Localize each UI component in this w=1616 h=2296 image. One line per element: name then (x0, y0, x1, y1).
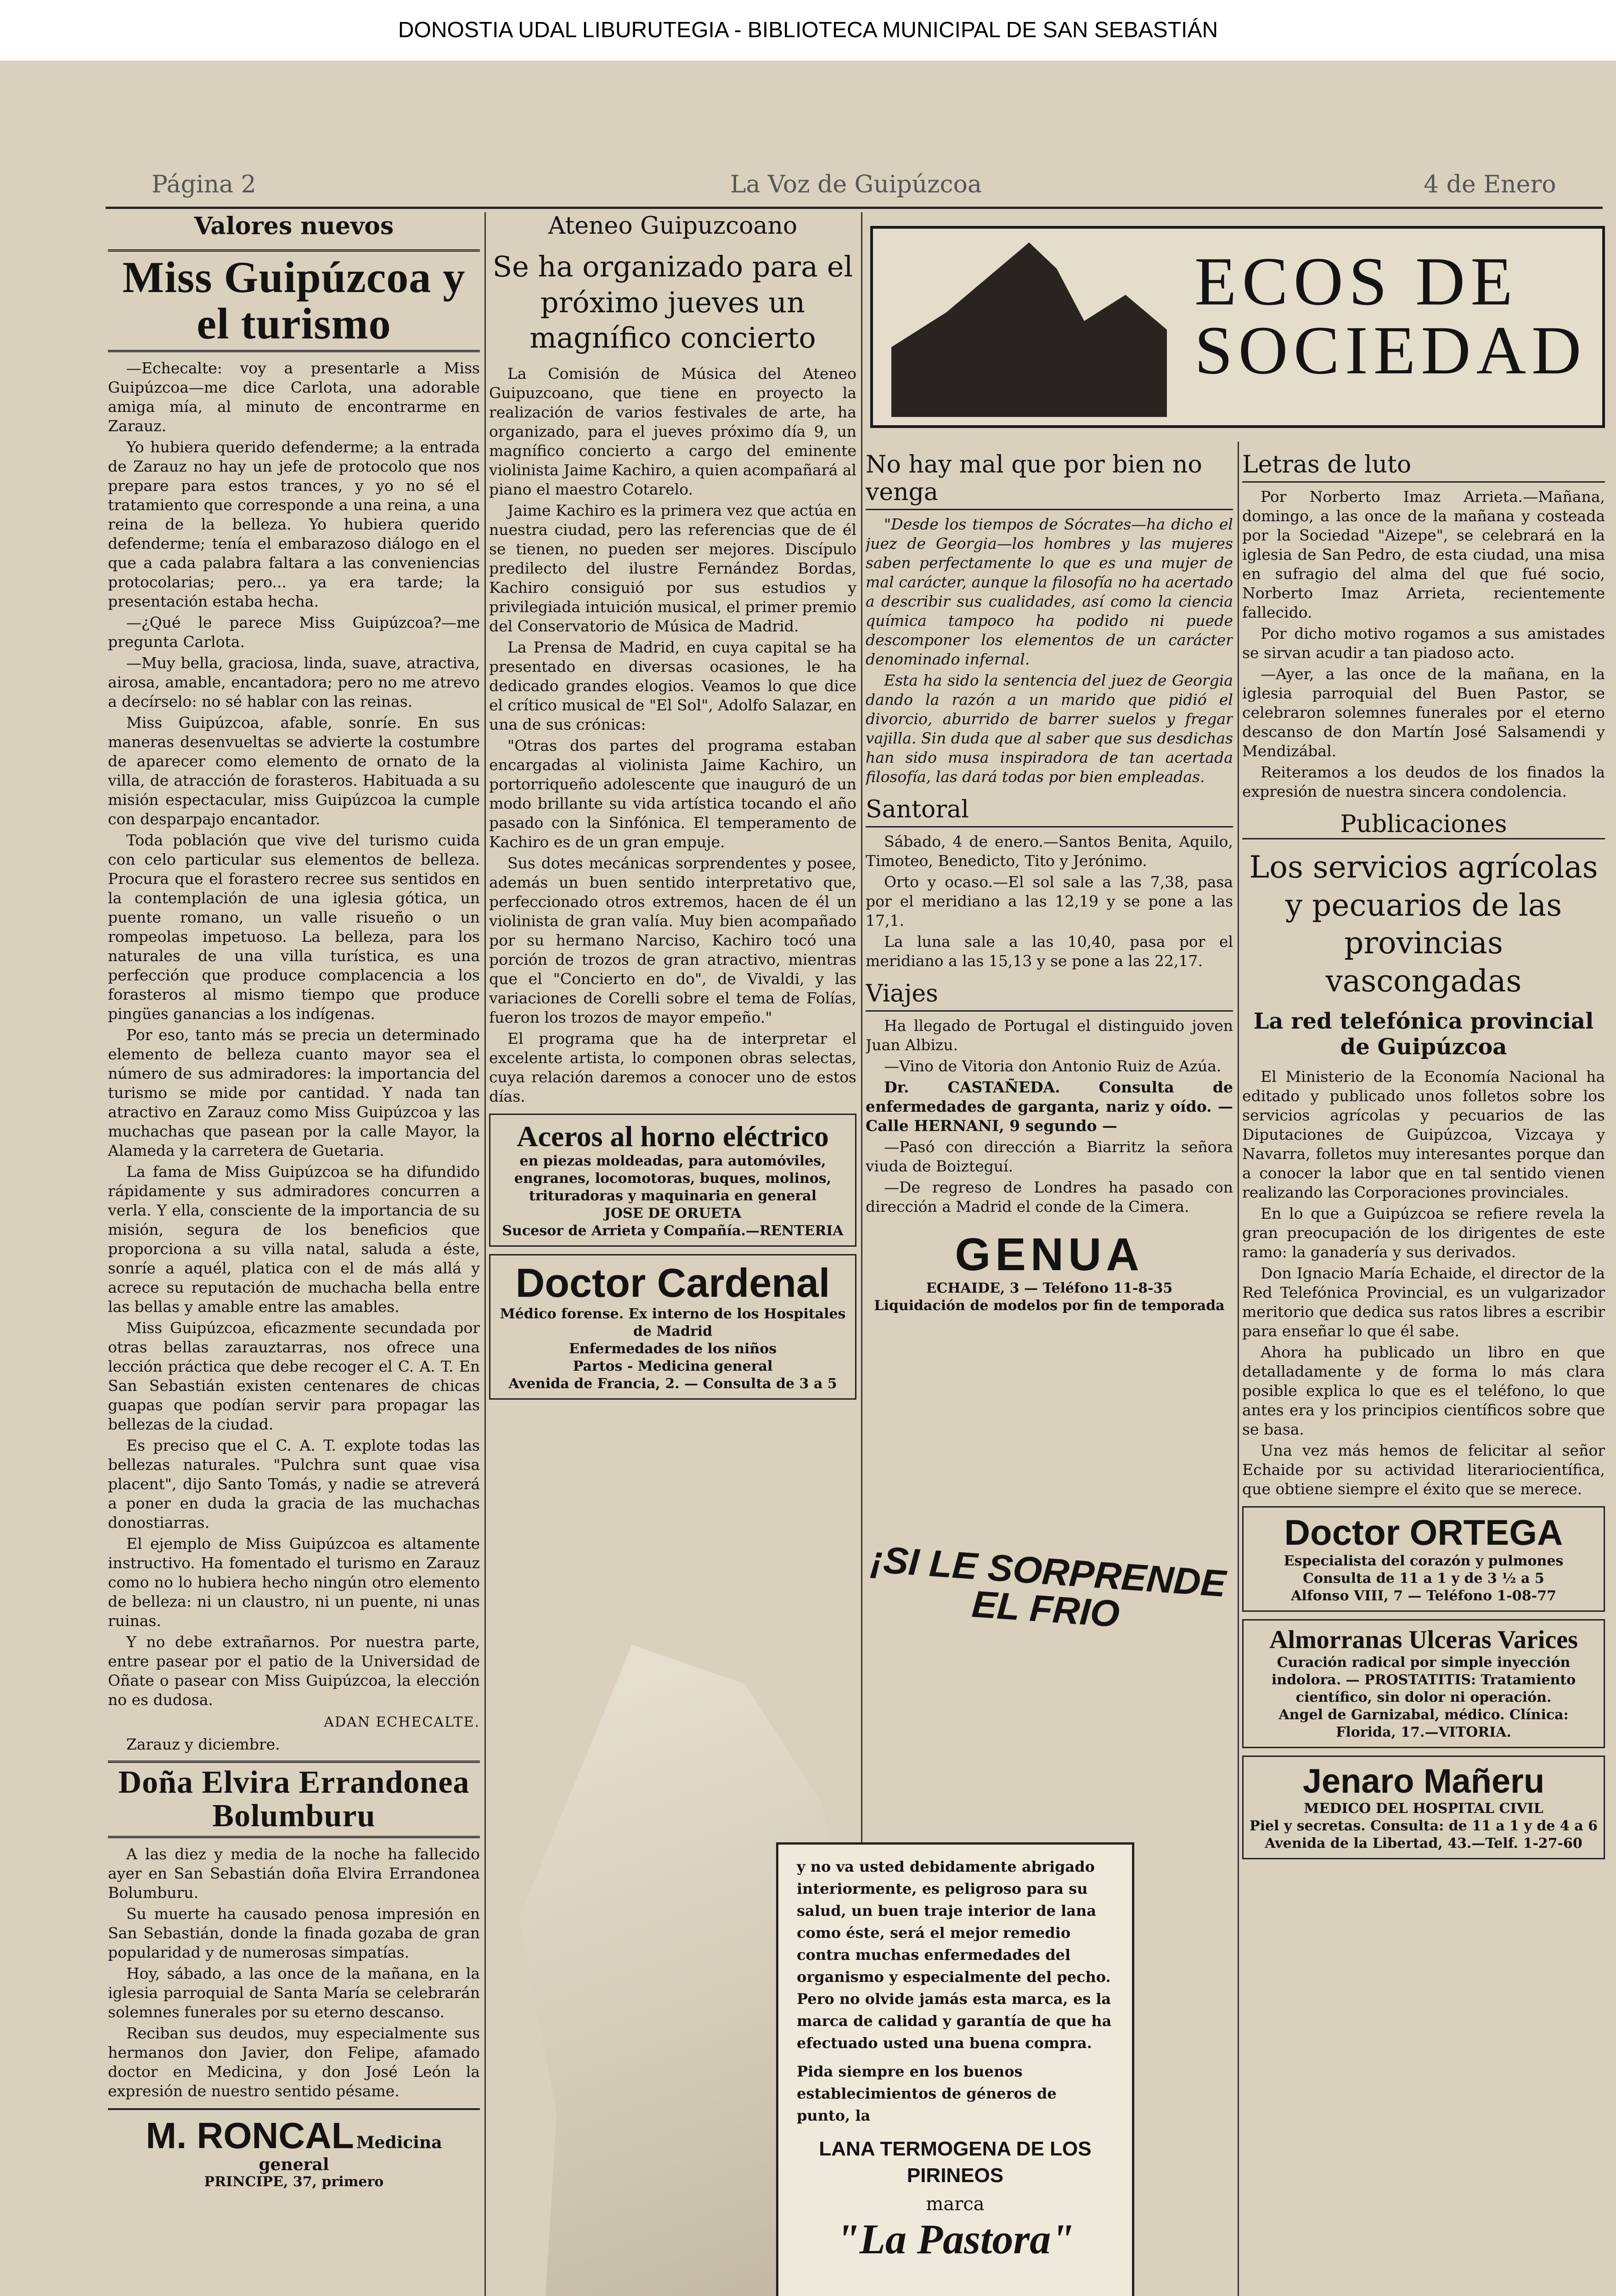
ad-line: Enfermedades de los niños (569, 1340, 777, 1357)
banner-title (1194, 243, 1587, 388)
article-headline: Miss Guipúzcoa y el turismo (122, 253, 466, 348)
paragraph: La Comisión de Música del Ateneo Guipuzcoano, que tiene en proyecto la realización de varios festivales de arte, ha organizado, para el jueves próximo día 9, un magnífico concierto a cargo del eminente violinista Jaime Kachiro, a quien acompañará al piano el maestro Cotarelo. (489, 364, 856, 498)
ad-line: ECHAIDE, 3 — Teléfono 11-8-35 (926, 1280, 1173, 1296)
paragraph: Es preciso que el C. A. T. explote todas las bellezas naturales. "Pulchra sunt quae visa placent", dijo Santo Tomás, y nadie se atreverá a poner en duda la gracia de las muchachas donostiarras. (108, 1436, 480, 1531)
ortega-ad (1242, 1506, 1605, 1612)
ad-line: Especialista del corazón y pulmones (1284, 1553, 1564, 1569)
section-title: Viajes (866, 980, 1233, 1012)
paragraph: Su muerte ha causado penosa impresión en San Sebastián, donde la finada gozaba de gran popularidad y de numerosas simpatías. (108, 1904, 480, 1961)
ad-line: Partos - Medicina general (573, 1358, 773, 1374)
section-title: Valores nuevos (194, 212, 394, 240)
paragraph: Pida siempre en los buenos establecimientos de géneros de punto, la (797, 2063, 1057, 2124)
paragraph: "Otras dos partes del programa estaban encargadas al violinista Jaime Kachiro, un portorriqueño adolescente que inauguró de un modo brillante su vida artística tocando el año pasado con la Sinfónica. El temperamento de Kachiro es de un gran empuje. (489, 736, 856, 851)
paragraph: Jaime Kachiro es la primera vez que actúa en nuestra ciudad, pero las referencias que de él se tienen, no pueden ser mejores. Discípulo predilecto del ilustre Fernández Bordas, Kachiro consiguió por sus estudios y privilegiada intuición musical, el primer premio del Conservatorio de Música de Madrid. (489, 501, 856, 635)
dateline: Zarauz y diciembre. (126, 1735, 280, 1753)
paragraph: —Muy bella, graciosa, linda, suave, atractiva, airosa, amable, encantadora; pero no me atrevo a decírselo: no sé hablar con las reinas. (108, 653, 480, 710)
section-title: Publicaciones (1242, 810, 1605, 839)
ad-line: en piezas moldeadas, para automóviles, engranes, locomotoras, buques, molinos, trituradoras y maquinaria en general (514, 1153, 832, 1204)
ad-title: Aceros al horno eléctrico (517, 1120, 829, 1153)
paragraph: En lo que a Guipúzcoa se refiere revela la gran preocupación de los dirigentes de este ramo: la ganadería y sus derivados. (1242, 1204, 1605, 1261)
paragraph: —De regreso de Londres ha pasado con dirección a Madrid el conde de la Cimera. (866, 1178, 1233, 1216)
paragraph: —Vino de Vitoria don Antonio Ruiz de Azúa. (884, 1057, 1222, 1075)
column-3 (866, 442, 1233, 1535)
ad-title: Doctor ORTEGA (1284, 1512, 1563, 1553)
section-title: Ateneo Guipuzcoano (548, 212, 798, 240)
paragraph: El Ministerio de la Economía Nacional ha editado y publicado unos folletos sobre los servicios agrícolas y pecuarios de las Diputaciones de Guipúzcoa, Vizcaya y Navarra, folletos muy interesantes porque dan a conocer la labor que en tal sentido vienen realizando las Corporaciones provinciales. (1242, 1068, 1605, 1201)
ad-title: GENUA (955, 1229, 1144, 1280)
roncal-ad (108, 2108, 480, 2196)
library-header: DONOSTIA UDAL LIBURUTEGIA - BIBLIOTECA MUNICIPAL DE SAN SEBASTIÁN (0, 0, 1616, 61)
section-title: Santoral (866, 796, 1233, 827)
paragraph: Miss Guipúzcoa, afable, sonríe. En sus maneras desenvueltas se advierte la costumbre de aparecer como elemento de ornato de la villa, de atracción de forasteros. Habituada a su misión espectacular, miss Guipúzcoa la cumple con desparpajo encantador. (108, 713, 480, 828)
paragraph: Esta ha sido la sentencia del juez de Georgia dando la razón a un marido que pidió el divorcio, aburrido de barrer suelos y fregar vajilla. Sin duda que al saber que sus desdichas han sido musa inspiradora de tan acertada filosofía, las dará todas por bien empleadas. (866, 671, 1233, 786)
paragraph: A las diez y media de la noche ha fallecido ayer en San Sebastián doña Elvira Errandonea Bolumburu. (108, 1845, 480, 1902)
banner-line-1: ECOS DE (1194, 243, 1518, 320)
paragraph: El ejemplo de Miss Guipúzcoa es altamente instructivo. Ha fomentado el turismo en Zarauz como no lo hubiera hecho ningún otro elemento de belleza: ni un claustro, ni un puente, ni unas ruinas. (108, 1534, 480, 1630)
trademark: "La Pastora" (836, 2216, 1075, 2262)
ad-line: Alfonso VIII, 7 — Teléfono 1-08-77 (1291, 1587, 1556, 1604)
newspaper-page (0, 61, 1616, 2296)
paragraph: Dr. CASTAÑEDA. Consulta de enfermedades de garganta, nariz y oído. — Calle HERNANI, 9 segundo — (866, 1078, 1233, 1135)
paragraph: —Echecalte: voy a presentarle a Miss Guipúzcoa—me dice Carlota, una adorable amiga mía, al minuto de encontrarme en Zarauz. (108, 359, 480, 435)
la-pastora-ad (491, 1538, 1244, 2296)
paragraph: Yo hubiera querido defenderme; a la entrada de Zarauz no hay un jefe de protocolo que nos prepare para estos trances, y yo no sé el tratamiento que corresponde a una reina, a una reina de la belleza. Yo hubiera querido defenderme; tenía el embarazoso diálogo en el que a cada palabra faltara a las conveniencias protocolarias; pero... ya era tarde; la presentación estaba hecha. (108, 438, 480, 610)
paragraph: El programa que ha de interpretar el excelente artista, lo componen obras selectas, cuya relación daremos a conocer uno de estos días. (489, 1029, 856, 1105)
ad-line: Avenida de la Libertad, 43.—Telf. 1-27-60 (1265, 1835, 1582, 1851)
cardenal-ad (489, 1254, 856, 1400)
genua-ad (866, 1224, 1233, 1320)
paragraph: Ahora ha publicado un libro en que detalladamente y de forma lo más clara posible explica lo que es el teléfono, lo que antes era y los principios científicos sobre que se basa. (1242, 1343, 1605, 1438)
brand-name: LANA TERMOGENA DE LOS PIRINEOS (819, 2138, 1092, 2187)
paragraph: Sábado, 4 de enero.—Santos Benita, Aquilo, Timoteo, Benedicto, Tito y Jerónimo. (866, 833, 1233, 870)
column-1 (108, 212, 480, 2296)
ad-specialty: Medicina general (259, 2133, 442, 2174)
paragraph: Por eso, tanto más se precia un determinado elemento de belleza cuanto mayor sea el número de sus admiradores: la importancia del turismo se mide por cantidad. Y nada tan atractivo en Zarauz como Miss Guipúzcoa y las muchachas que pasean por la calle Mayor, la Alameda y la carretera de Guetaria. (108, 1025, 480, 1159)
almorranas-ad (1242, 1619, 1605, 1749)
paragraph: —Pasó con dirección a Biarritz la señora viuda de Boizteguí. (866, 1138, 1233, 1175)
article-headline: Los servicios agrícolas y pecuarios de las provincias vascongadas (1249, 850, 1598, 999)
article-headline: No hay mal que por bien no venga (866, 451, 1233, 510)
article-headline: Se ha organizado para el próximo jueves un magnífico concierto (492, 250, 853, 355)
brand-label: marca (926, 2194, 985, 2215)
decorative-figure-icon (891, 242, 1167, 417)
paragraph: —Ayer, a las once de la mañana, en la iglesia parroquial del Buen Pastor, se celebraron solemnes funerales por el eterno descanso de don Martín José Salsamendi y Mendizábal. (1242, 665, 1605, 760)
ad-line: Médico forense. Ex interno de los Hospitales de Madrid (500, 1306, 846, 1339)
article-subheadline: La red telefónica provincial de Guipúzcoa (1253, 1008, 1594, 1060)
ad-line: Angel de Garnizabal, médico. Clínica: Florida, 17.—VITORIA. (1278, 1707, 1569, 1741)
paragraph: y no va usted debidamente abrigado interiormente, es peligroso para su salud, un buen traje interior de lana como éste, será el mejor remedio contra muchas enfermedades del organismo y especialmente del pecho. Pero no olvide jamás esta marca, es la marca de calidad y garantía de que ha efectuado usted una buena compra. (797, 1858, 1112, 2052)
ad-line: Sucesor de Arrieta y Compañía.—RENTERIA (502, 1222, 844, 1239)
paragraph: Por Norberto Imaz Arrieta.—Mañana, domingo, a las once de la mañana y costeada por la Sociedad "Aizepe", se celebrará en la iglesia de San Pedro, de esta ciudad, una misa en sufragio del alma del que fué socio, Norberto Imaz Arrieta, recientemente fallecido. (1242, 488, 1605, 621)
section-title: Letras de luto (1242, 451, 1605, 483)
issue-date: 4 de Enero (1424, 171, 1556, 198)
ad-name: M. RONCAL (146, 2115, 354, 2156)
paragraph: "Desde los tiempos de Sócrates—ha dicho el juez de Georgia—los hombres y las mujeres saben perfectamente lo que es una mujer de mal carácter, aunque la filosofía no ha acertado a describir sus cualidades, así como la ciencia química tampoco ha podido ni puede descomponer los elementos de un carácter denominado infernal. (866, 515, 1233, 668)
ad-line: Avenida de Francia, 2. — Consulta de 3 a 5 (508, 1375, 837, 1392)
manheru-ad (1242, 1756, 1605, 1859)
page-number: Página 2 (152, 171, 256, 198)
paragraph: —¿Qué le parece Miss Guipúzcoa?—me pregunta Carlota. (108, 613, 480, 651)
column-divider (484, 212, 486, 2296)
ad-line: Piel y secretas. Consulta: de 11 a 1 y de 4 a 6 (1250, 1818, 1598, 1834)
paragraph: Hoy, sábado, a las once de la mañana, en la iglesia parroquial de Santa María se celebrarán solemnes funerales por su eterno descanso. (108, 1964, 480, 2021)
ad-line: Curación radical por simple inyección indolora. — PROSTATITIS: Tratamiento científico, sin dolor ni operación. (1271, 1654, 1576, 1706)
paragraph: Don Ignacio María Echaide, el director de la Red Telefónica Provincial, es un vulgarizador meritorio que dedica sus ratos libres a escribir para enseñar lo que él sabe. (1242, 1264, 1605, 1340)
ad-line: Liquidación de modelos por fin de temporada (874, 1298, 1225, 1314)
paragraph: Ha llegado de Portugal el distinguido joven Juan Albizu. (866, 1017, 1233, 1054)
header-rule (106, 207, 1603, 209)
banner-line-2: SOCIEDAD (1194, 312, 1587, 388)
ad-address: PRINCIPE, 37, primero (204, 2173, 384, 2190)
paragraph: Miss Guipúzcoa, eficazmente secundada por otras bellas zarauztarras, nos ofrece una lección práctica que debe recoger el C. A. T. En San Sebastián existen centenares de chicas guapas que podían servir para propagar las bellezas de la ciudad. (108, 1318, 480, 1433)
paragraph: Reiteramos a los deudos de los finados la expresión de nuestra sincera condolencia. (1242, 763, 1605, 800)
paragraph: Orto y ocaso.—El sol sale a las 7,38, pasa por el meridiano a las 12,19 y se pone a las 17,1. (866, 873, 1233, 929)
column-4 (1242, 442, 1605, 2296)
obituary-headline: Doña Elvira Errandonea Bolumburu (118, 1764, 470, 1834)
ad-line: JOSE DE ORUETA (604, 1205, 742, 1221)
ad-title: Almorranas Ulceras Varices (1269, 1625, 1578, 1654)
paragraph: Reciban sus deudos, muy especialmente sus hermanos don Javier, don Felipe, afamado doctor en Medicina, y don José León la expresión de nuestro sentido pésame. (108, 2024, 480, 2100)
paragraph: La luna sale a las 10,40, pasa por el meridiano a las 15,13 y se pone a las 22,17. (866, 933, 1233, 970)
paper-name: La Voz de Guipúzcoa (730, 171, 982, 198)
paragraph: Por dicho motivo rogamos a sus amistades se sirvan acudir a tan piadoso acto. (1242, 625, 1605, 662)
ad-line: Consulta de 11 a 1 y de 3 ½ a 5 (1303, 1570, 1544, 1587)
ecos-de-sociedad-banner (870, 226, 1605, 428)
ad-line: MEDICO DEL HOSPITAL CIVIL (1304, 1800, 1543, 1817)
paragraph: Toda población que vive del turismo cuida con celo particular sus elementos de belleza. Procura que el forastero recree sus sentidos en la contemplación de una iglesia gótica, un puente romano, un valle risueño o un rompeolas impetuoso. La belleza, para los naturales de una villa turística, es una perfección que produce complacencia a los forasteros al mismo tiempo que produce pingües ganancias a los indígenas. (108, 831, 480, 1023)
paragraph: La Prensa de Madrid, en cuya capital se ha presentado en diversas ocasiones, le ha dedicado grandes elogios. Veamos lo que dice el crítico musical de "El Sol", Adolfo Salazar, en una de sus crónicas: (489, 638, 856, 733)
signature: ADAN ECHECALTE. (324, 1714, 480, 1730)
paragraph: Una vez más hemos de felicitar al señor Echaide por su actividad literariocientífica, que obtiene siempre el éxito que se merece. (1242, 1441, 1605, 1498)
ad-title: Doctor Cardenal (515, 1260, 830, 1306)
paragraph: Sus dotes mecánicas sorprendentes y posee, además un buen sentido interpretativo que, perfeccionado otros extremos, hacen de él un violinista de gran valía. Muy bien acompañado por su hermano Narciso, Kachiro tocó una porción de trozos de gran atractivo, mientras que el "Concierto en do", de Vivaldi, y las variaciones de Corelli sobre el tema de Folías, fueron los trozos de mayor empeño." (489, 854, 856, 1026)
paragraph: Y no debe extrañarnos. Por nuestra parte, entre pasear por el patio de la Universidad de Oñate o pasear con Miss Guipúzcoa, la elección no es dudosa. (108, 1632, 480, 1709)
aceros-ad (489, 1114, 856, 1247)
ad-title: Jenaro Mañeru (1302, 1762, 1545, 1801)
paragraph: La fama de Miss Guipúzcoa se ha difundido rápidamente y sus admiradores concurren a verla. Y ella, consciente de la importancia de su misión, segura de los beneficios que proporciona a su villa natal, saluda a éste, sonríe a aquél, platica con el de más allá y acrece su reputación de muchacha bella entre las bellas y amable entre las amables. (108, 1162, 480, 1316)
ad-text-box (776, 1842, 1134, 2296)
ad-headline: ¡SI LE SORPRENDE EL FRIO (869, 1538, 1227, 1636)
